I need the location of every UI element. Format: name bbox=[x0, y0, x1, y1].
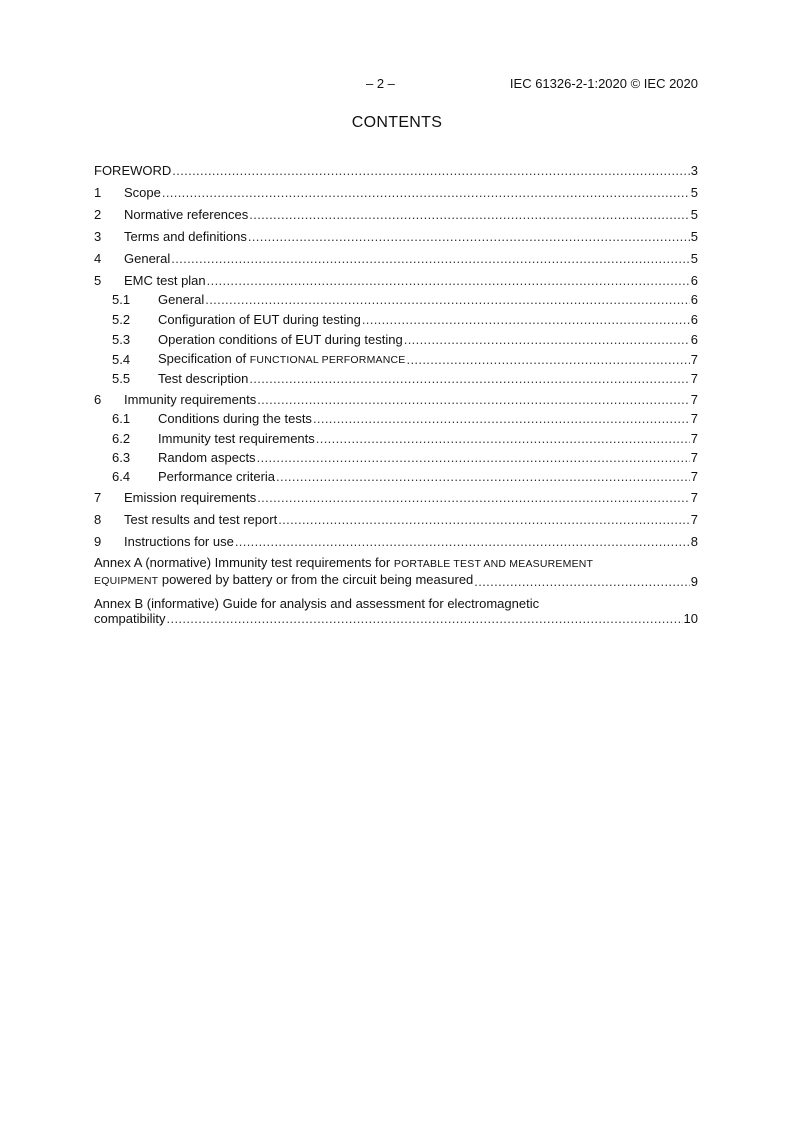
toc-page: 7 bbox=[690, 469, 698, 484]
toc-page: 7 bbox=[690, 352, 698, 367]
toc-entry[interactable] bbox=[94, 223, 698, 245]
toc-page: 6 bbox=[690, 292, 698, 307]
toc-number: 6.3 bbox=[112, 450, 131, 465]
toc-number: 5.1 bbox=[112, 292, 131, 307]
leader-dots bbox=[257, 490, 690, 506]
leader-dots bbox=[474, 574, 689, 589]
toc-page: 5 bbox=[690, 251, 698, 266]
page-title: CONTENTS bbox=[351, 114, 443, 131]
table-of-contents bbox=[94, 157, 698, 626]
toc-page: 7 bbox=[690, 411, 698, 426]
toc-label: Performance criteria bbox=[158, 469, 276, 484]
toc-subentry[interactable] bbox=[94, 368, 698, 387]
toc-subentry[interactable] bbox=[94, 408, 698, 427]
toc-subentry[interactable] bbox=[94, 328, 698, 348]
toc-entry[interactable] bbox=[94, 387, 698, 408]
toc-label: Terms and definitions bbox=[124, 229, 247, 244]
toc-page: 7 bbox=[690, 431, 698, 446]
toc-number: 8 bbox=[94, 512, 102, 527]
annex-line-1: Annex B (informative) Guide for analysis and assessment for electromagnetic bbox=[94, 596, 540, 611]
toc-number: 5.4 bbox=[112, 352, 131, 367]
toc-page: 5 bbox=[690, 207, 698, 222]
toc-label-text: Specification of bbox=[158, 351, 247, 366]
toc-subentry[interactable] bbox=[94, 308, 698, 328]
toc-page: 5 bbox=[690, 185, 698, 200]
toc-subentry[interactable] bbox=[94, 466, 698, 485]
toc-label: Operation conditions of EUT during testing bbox=[158, 332, 403, 347]
toc-entry[interactable] bbox=[94, 245, 698, 267]
annex-a-title-cont: powered by battery or from the circuit being measured bbox=[161, 572, 474, 587]
toc-label: FOREWORD bbox=[94, 163, 172, 178]
annex-line-1 bbox=[94, 555, 698, 572]
leader-dots bbox=[162, 185, 690, 201]
toc-label: General bbox=[124, 251, 171, 266]
toc-entry[interactable] bbox=[94, 267, 698, 289]
leader-dots bbox=[257, 450, 690, 466]
page-header bbox=[96, 76, 698, 92]
toc-entry[interactable] bbox=[94, 201, 698, 223]
document-id: IEC 61326-2-1:2020 © IEC 2020 bbox=[509, 76, 698, 91]
toc-label: Test results and test report bbox=[124, 512, 278, 527]
toc-page: 7 bbox=[690, 490, 698, 505]
toc-number: 6.2 bbox=[112, 431, 131, 446]
toc-label: Scope bbox=[124, 185, 161, 200]
toc-entry[interactable] bbox=[94, 485, 698, 506]
leader-dots bbox=[278, 512, 690, 528]
leader-dots bbox=[205, 292, 690, 308]
leader-dots bbox=[276, 469, 690, 485]
toc-label: Instructions for use bbox=[124, 534, 234, 549]
toc-annex-a[interactable] bbox=[94, 555, 698, 589]
toc-number: 1 bbox=[94, 185, 102, 200]
toc-label: General bbox=[158, 292, 205, 307]
toc-page: 7 bbox=[690, 512, 698, 527]
annex-a-smallcaps-1: PORTABLE TEST AND MEASUREMENT bbox=[393, 558, 594, 570]
leader-dots bbox=[316, 431, 690, 447]
toc-page: 7 bbox=[690, 392, 698, 407]
leader-dots bbox=[362, 312, 690, 328]
toc-entry[interactable] bbox=[94, 506, 698, 528]
toc-label: Test description bbox=[158, 371, 249, 386]
leader-dots bbox=[207, 273, 690, 289]
toc-page: 10 bbox=[683, 611, 698, 626]
leader-dots bbox=[313, 411, 690, 427]
toc-page: 6 bbox=[690, 332, 698, 347]
leader-dots bbox=[257, 392, 690, 408]
annex-line-2 bbox=[94, 611, 698, 626]
toc-label: Immunity test requirements bbox=[158, 431, 315, 446]
toc-label-smallcaps: FUNCTIONAL PERFORMANCE bbox=[249, 354, 406, 366]
toc-entry-foreword[interactable] bbox=[94, 157, 698, 179]
leader-dots bbox=[248, 229, 690, 245]
toc-number: 9 bbox=[94, 534, 102, 549]
toc-page: 7 bbox=[690, 450, 698, 465]
leader-dots bbox=[404, 332, 690, 348]
toc-subentry[interactable] bbox=[94, 289, 698, 308]
toc-label: Random aspects bbox=[158, 450, 256, 465]
annex-a-smallcaps-2: EQUIPMENT bbox=[94, 575, 159, 587]
toc-entry[interactable] bbox=[94, 179, 698, 201]
annex-line-2 bbox=[94, 572, 698, 589]
toc-page: 6 bbox=[690, 312, 698, 327]
leader-dots bbox=[249, 207, 689, 223]
leader-dots bbox=[171, 251, 690, 267]
toc-page: 5 bbox=[690, 229, 698, 244]
page-number: – 2 – bbox=[366, 76, 395, 91]
toc-number: 4 bbox=[94, 251, 102, 266]
toc-number: 5 bbox=[94, 273, 102, 288]
toc-page: 8 bbox=[690, 534, 698, 549]
toc-label bbox=[94, 572, 473, 589]
toc-label bbox=[158, 351, 405, 368]
toc-number: 6 bbox=[94, 392, 102, 407]
toc-number: 5.5 bbox=[112, 371, 131, 386]
leader-dots bbox=[167, 611, 683, 626]
toc-subentry[interactable] bbox=[94, 427, 698, 447]
annex-a-title: Annex A (normative) Immunity test requirements for bbox=[94, 555, 391, 570]
toc-number: 5.2 bbox=[112, 312, 131, 327]
toc-label: Normative references bbox=[124, 207, 249, 222]
toc-page: 3 bbox=[690, 163, 698, 178]
toc-label: compatibility bbox=[94, 611, 166, 626]
leader-dots bbox=[235, 534, 690, 550]
toc-label: Immunity requirements bbox=[124, 392, 257, 407]
toc-page: 6 bbox=[690, 273, 698, 288]
toc-number: 3 bbox=[94, 229, 102, 244]
toc-label: Emission requirements bbox=[124, 490, 257, 505]
toc-subentry[interactable] bbox=[94, 348, 698, 368]
toc-number: 6.4 bbox=[112, 469, 131, 484]
leader-dots bbox=[249, 371, 689, 387]
leader-dots bbox=[406, 352, 689, 368]
toc-page: 9 bbox=[690, 574, 698, 589]
toc-number: 5.3 bbox=[112, 332, 131, 347]
toc-entry[interactable] bbox=[94, 528, 698, 550]
toc-label: Conditions during the tests bbox=[158, 411, 312, 426]
toc-number: 7 bbox=[94, 490, 102, 505]
toc-annex-b[interactable] bbox=[94, 596, 698, 626]
toc-label: Configuration of EUT during testing bbox=[158, 312, 361, 327]
toc-subentry[interactable] bbox=[94, 447, 698, 466]
toc-label: EMC test plan bbox=[124, 273, 206, 288]
leader-dots bbox=[172, 163, 689, 179]
toc-number: 2 bbox=[94, 207, 102, 222]
toc-page: 7 bbox=[690, 371, 698, 386]
toc-number: 6.1 bbox=[112, 411, 131, 426]
